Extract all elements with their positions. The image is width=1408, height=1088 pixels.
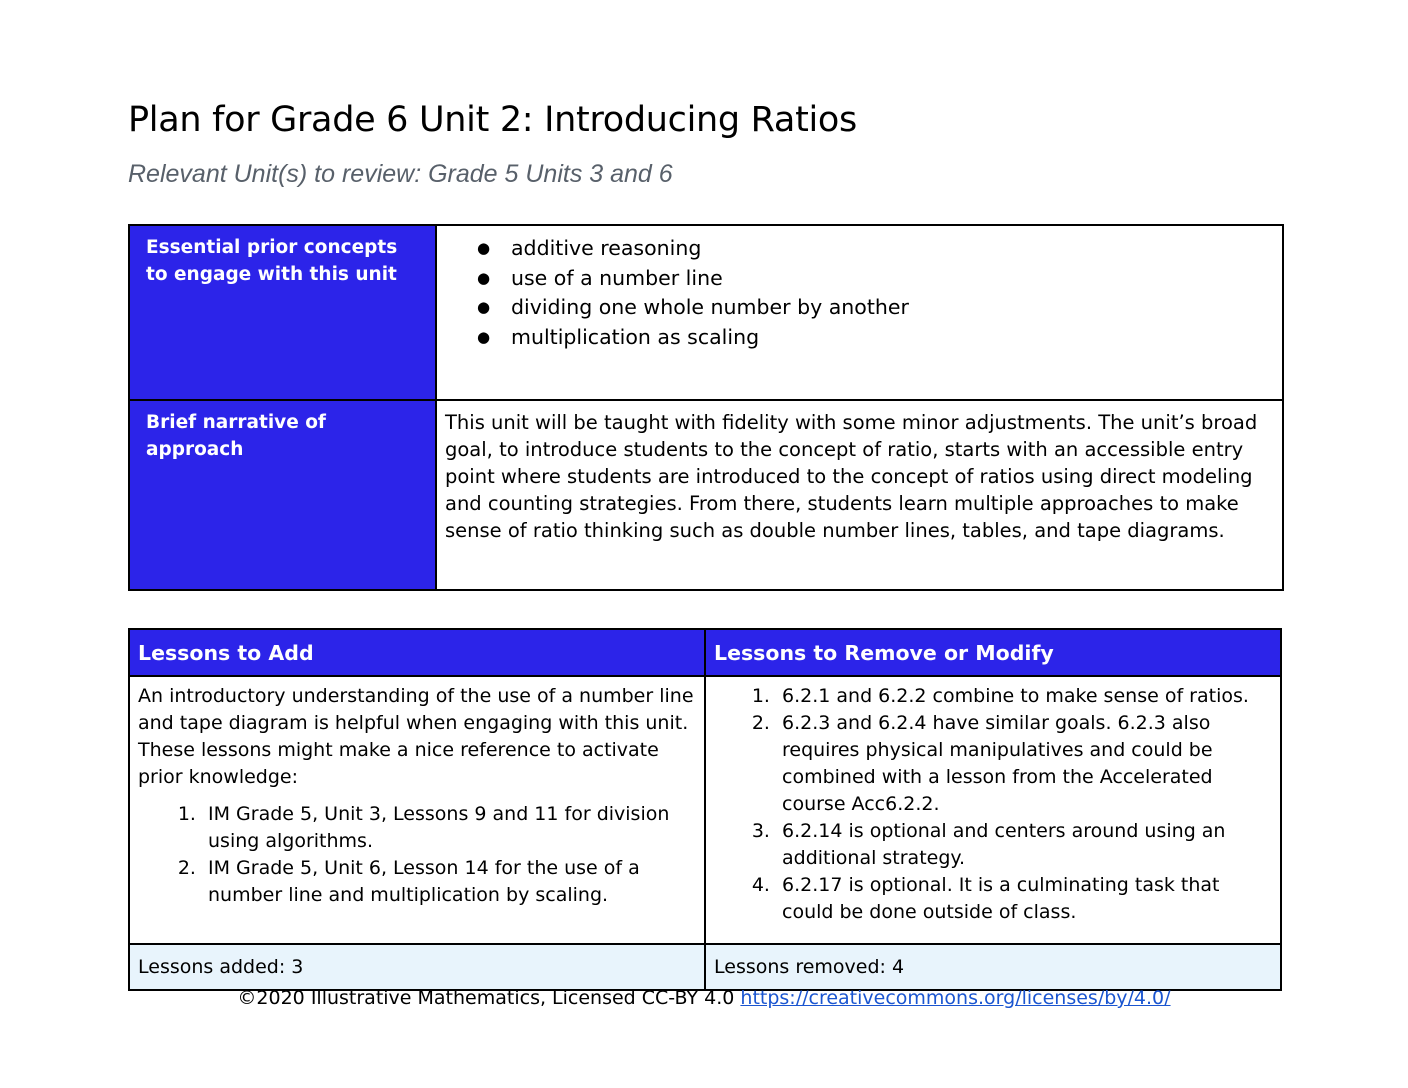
list-item: ● additive reasoning bbox=[511, 234, 1274, 264]
list-item: 2. 6.2.3 and 6.2.4 have similar goals. 6.2.3 also requires physical manipulatives and could be combined with a lesson from the Accelerated course Acc6.2.2. bbox=[776, 710, 1272, 818]
lessons-add-cell bbox=[129, 676, 705, 944]
lessons-add-list bbox=[138, 801, 696, 909]
license-link[interactable]: https://creativecommons.org/licenses/by/4.0/ bbox=[740, 987, 1171, 1009]
list-item: ● multiplication as scaling bbox=[511, 323, 1274, 353]
list-item: 4. 6.2.17 is optional. It is a culminating task that could be done outside of class. bbox=[776, 872, 1272, 926]
prior-concepts-row bbox=[129, 225, 1283, 400]
list-item: 2. IM Grade 5, Unit 6, Lesson 14 for the use of a number line and multiplication by scaling. bbox=[202, 855, 696, 909]
page-footer bbox=[0, 985, 1408, 1012]
page-title: Plan for Grade 6 Unit 2: Introducing Ratios bbox=[128, 100, 857, 140]
lessons-remove-list bbox=[714, 683, 1272, 926]
lessons-table bbox=[128, 628, 1282, 991]
narrative-row bbox=[129, 400, 1283, 590]
lessons-body-row bbox=[129, 676, 1281, 944]
narrative-label: Brief narrative of approach bbox=[129, 400, 436, 590]
list-item: 1. IM Grade 5, Unit 3, Lessons 9 and 11 for division using algorithms. bbox=[202, 801, 696, 855]
lessons-add-header: Lessons to Add bbox=[129, 629, 705, 676]
license-text: ©2020 Illustrative Mathematics, Licensed CC-BY 4.0 bbox=[237, 987, 735, 1009]
lessons-footer-row bbox=[129, 944, 1281, 990]
prior-concepts-label: Essential prior concepts to engage with this unit bbox=[129, 225, 436, 400]
lessons-removed-count: Lessons removed: 4 bbox=[705, 944, 1281, 990]
lessons-remove-cell bbox=[705, 676, 1281, 944]
unit-overview-table bbox=[128, 224, 1284, 591]
narrative-text: This unit will be taught with fidelity with some minor adjustments. The unit’s broad goal, to introduce students to the concept of ratio, starts with an accessible entry point where students are introduced to the concept of ratios using direct modeling and counting strategies. From there, students learn multiple approaches to make sense of ratio thinking such as double number lines, tables, and tape diagrams. bbox=[436, 400, 1283, 590]
page-subtitle: Relevant Unit(s) to review: Grade 5 Units 3 and 6 bbox=[128, 160, 673, 188]
list-item: 1. 6.2.1 and 6.2.2 combine to make sense of ratios. bbox=[776, 683, 1272, 710]
prior-concepts-cell bbox=[436, 225, 1283, 400]
prior-concepts-list bbox=[445, 234, 1274, 352]
lessons-remove-header: Lessons to Remove or Modify bbox=[705, 629, 1281, 676]
list-item: ● dividing one whole number by another bbox=[511, 293, 1274, 323]
lessons-added-count: Lessons added: 3 bbox=[129, 944, 705, 990]
lessons-header-row bbox=[129, 629, 1281, 676]
lessons-add-intro: An introductory understanding of the use of a number line and tape diagram is helpful when engaging with this unit. These lessons might make a nice reference to activate prior knowledge: bbox=[138, 685, 694, 788]
list-item: ● use of a number line bbox=[511, 264, 1274, 294]
list-item: 3. 6.2.14 is optional and centers around using an additional strategy. bbox=[776, 818, 1272, 872]
